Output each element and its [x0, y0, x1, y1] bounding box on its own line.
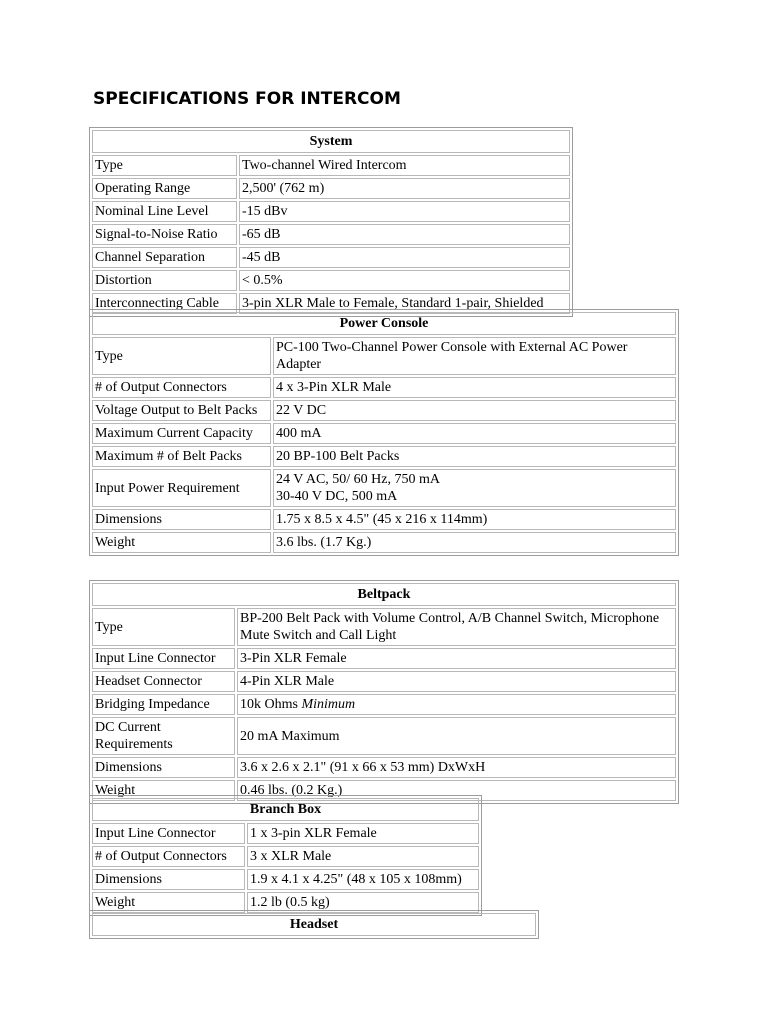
table-row	[92, 155, 570, 176]
spec-label: Distortion	[92, 270, 237, 291]
spec-value: 400 mA	[273, 423, 676, 444]
spec-value: 20 mA Maximum	[237, 717, 676, 755]
spec-label: Channel Separation	[92, 247, 237, 268]
spec-value: 4 x 3-Pin XLR Male	[273, 377, 676, 398]
table-row	[92, 671, 676, 692]
spec-label: Dimensions	[92, 757, 235, 778]
spec-label: Signal-to-Noise Ratio	[92, 224, 237, 245]
table-row	[92, 509, 676, 530]
spec-label: Input Power Requirement	[92, 469, 271, 507]
table-row	[92, 608, 676, 646]
headset-spec-table	[89, 910, 539, 939]
table-row	[92, 846, 479, 867]
spec-label: Interconnecting Cable	[92, 293, 237, 314]
spec-value: -15 dBv	[239, 201, 570, 222]
spec-value: -45 dB	[239, 247, 570, 268]
table-row	[92, 446, 676, 467]
system-spec-table	[89, 127, 573, 317]
spec-value-qualifier: Minimum	[301, 697, 356, 712]
spec-label: Weight	[92, 532, 271, 553]
spec-value: -65 dB	[239, 224, 570, 245]
spec-value	[237, 694, 676, 715]
spec-label: Dimensions	[92, 869, 245, 890]
table-row	[92, 869, 479, 890]
spec-value: BP-200 Belt Pack with Volume Control, A/B Channel Switch, Microphone Mute Switch and Call Light	[237, 608, 676, 646]
spec-value: 0.46 lbs. (0.2 Kg.)	[237, 780, 676, 801]
branch-box-spec-table	[89, 795, 482, 916]
spec-label: Weight	[92, 780, 235, 801]
spec-value: 1.9 x 4.1 x 4.25" (48 x 105 x 108mm)	[247, 869, 479, 890]
spec-value	[273, 469, 676, 507]
spec-label: Dimensions	[92, 509, 271, 530]
spec-label: Input Line Connector	[92, 823, 245, 844]
headset-heading: Headset	[92, 913, 536, 936]
beltpack-heading: Beltpack	[92, 583, 676, 606]
table-row	[92, 247, 570, 268]
spec-value: 20 BP-100 Belt Packs	[273, 446, 676, 467]
spec-value: Two-channel Wired Intercom	[239, 155, 570, 176]
spec-label: # of Output Connectors	[92, 846, 245, 867]
spec-label: # of Output Connectors	[92, 377, 271, 398]
table-row	[92, 270, 570, 291]
spec-value: 3.6 x 2.6 x 2.1" (91 x 66 x 53 mm) DxWxH	[237, 757, 676, 778]
spec-value: 3-pin XLR Male to Female, Standard 1-pair, Shielded	[239, 293, 570, 314]
table-row	[92, 532, 676, 553]
table-row	[92, 178, 570, 199]
table-row	[92, 469, 676, 507]
spec-value: 3.6 lbs. (1.7 Kg.)	[273, 532, 676, 553]
spec-label: Bridging Impedance	[92, 694, 235, 715]
spec-label: Voltage Output to Belt Packs	[92, 400, 271, 421]
power-console-spec-table	[89, 309, 679, 556]
spec-value: 4-Pin XLR Male	[237, 671, 676, 692]
spec-label: Input Line Connector	[92, 648, 235, 669]
spec-label: Operating Range	[92, 178, 237, 199]
table-row	[92, 823, 479, 844]
table-row	[92, 694, 676, 715]
table-row	[92, 423, 676, 444]
table-row	[92, 337, 676, 375]
table-row	[92, 377, 676, 398]
spec-value-text: 10k Ohms	[240, 697, 298, 712]
table-row	[92, 201, 570, 222]
spec-value: 1 x 3-pin XLR Female	[247, 823, 479, 844]
spec-value: 2,500' (762 m)	[239, 178, 570, 199]
spec-label: Maximum Current Capacity	[92, 423, 271, 444]
document-title: SPECIFICATIONS FOR INTERCOM	[93, 89, 401, 109]
spec-value: PC-100 Two-Channel Power Console with External AC Power Adapter	[273, 337, 676, 375]
spec-value-line: 30-40 V DC, 500 mA	[276, 489, 398, 504]
spec-label: Type	[92, 155, 237, 176]
spec-value-line: 24 V AC, 50/ 60 Hz, 750 mA	[276, 472, 440, 487]
table-row	[92, 757, 676, 778]
table-row	[92, 648, 676, 669]
spec-label: Nominal Line Level	[92, 201, 237, 222]
spec-label: Maximum # of Belt Packs	[92, 446, 271, 467]
table-row	[92, 400, 676, 421]
spec-label: Type	[92, 608, 235, 646]
spec-value: 3-Pin XLR Female	[237, 648, 676, 669]
spec-value: 3 x XLR Male	[247, 846, 479, 867]
system-heading: System	[92, 130, 570, 153]
spec-value: 22 V DC	[273, 400, 676, 421]
spec-label: Type	[92, 337, 271, 375]
spec-value: < 0.5%	[239, 270, 570, 291]
spec-label: Weight	[92, 892, 245, 913]
spec-label: DC Current Requirements	[92, 717, 235, 755]
beltpack-spec-table	[89, 580, 679, 804]
power-console-heading: Power Console	[92, 312, 676, 335]
table-row	[92, 224, 570, 245]
branch-box-heading: Branch Box	[92, 798, 479, 821]
spec-value: 1.2 lb (0.5 kg)	[247, 892, 479, 913]
spec-value: 1.75 x 8.5 x 4.5" (45 x 216 x 114mm)	[273, 509, 676, 530]
spec-label: Headset Connector	[92, 671, 235, 692]
table-row	[92, 717, 676, 755]
